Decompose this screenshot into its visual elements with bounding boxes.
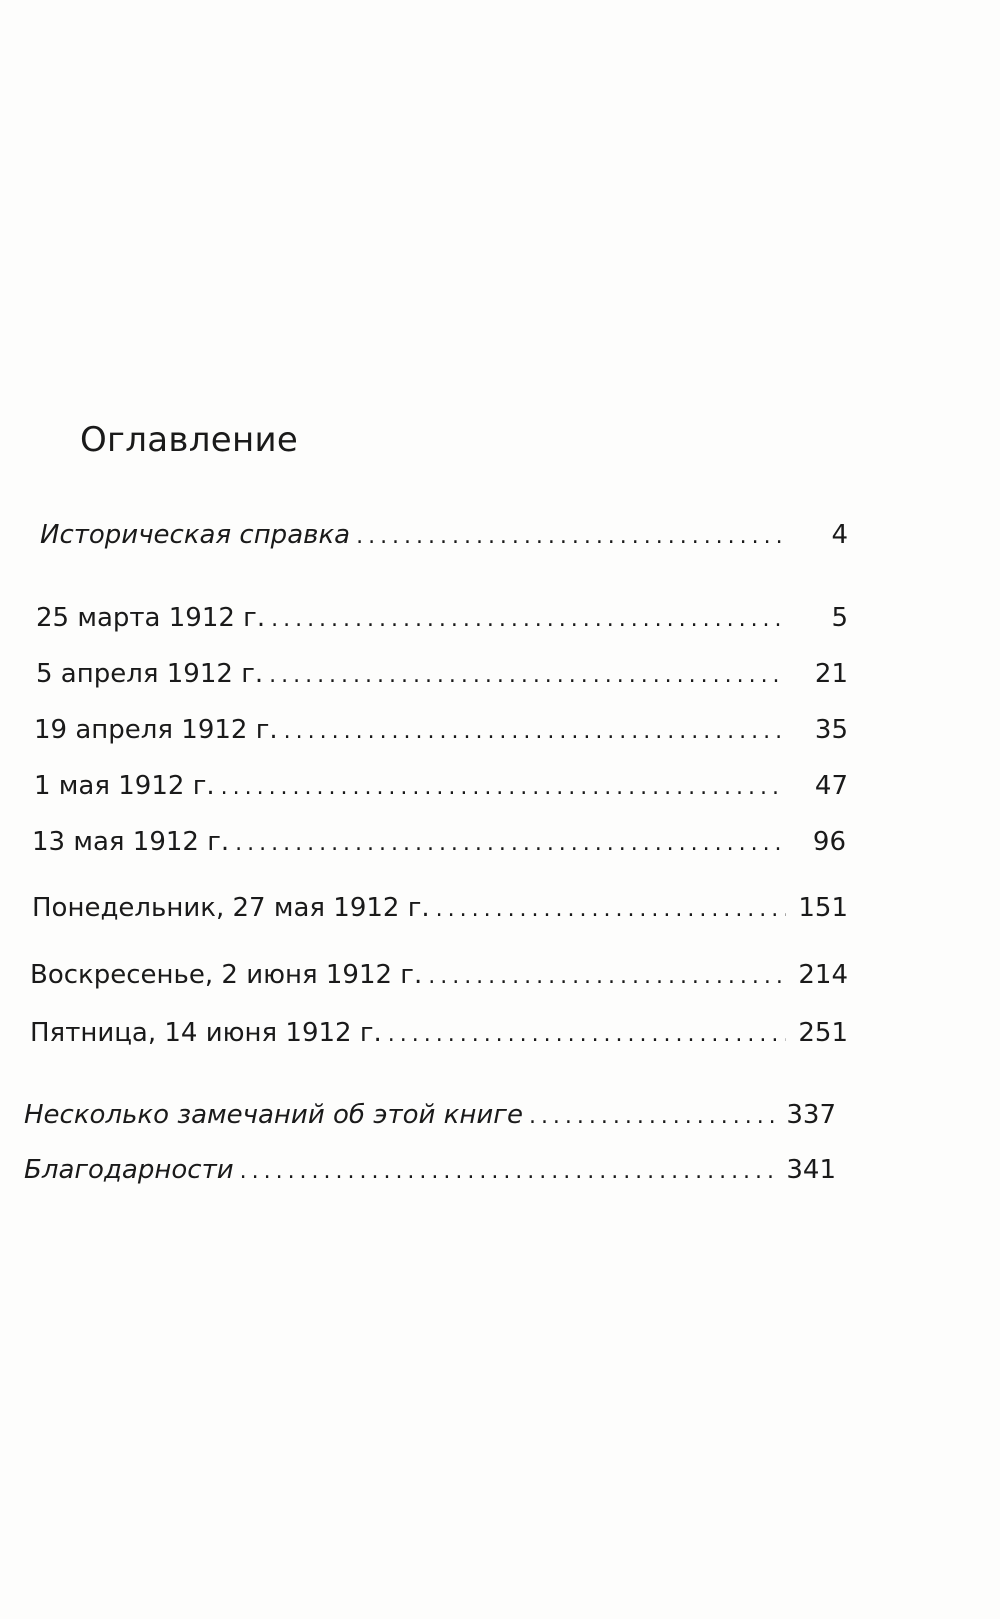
dot-leader — [356, 524, 786, 549]
toc-entry — [24, 1100, 836, 1130]
toc-entry-page: 5 — [831, 603, 848, 633]
toc-entry-label: Несколько замечаний об этой книге — [24, 1100, 523, 1130]
toc-entry — [32, 827, 846, 857]
toc-entry-label: 25 марта 1912 г. — [36, 603, 266, 633]
toc-entry-label: Благодарности — [24, 1155, 234, 1185]
toc-entry — [34, 771, 848, 801]
dot-leader — [271, 607, 786, 632]
toc-entry-page: 96 — [812, 827, 846, 857]
dot-leader — [235, 831, 784, 856]
toc-entry-page: 151 — [798, 893, 848, 923]
toc-entry-label: 19 апреля 1912 г. — [34, 715, 278, 745]
toc-entry-label: Пятница, 14 июня 1912 г. — [30, 1018, 382, 1048]
toc-entry-label: 1 мая 1912 г. — [34, 771, 215, 801]
dot-leader — [269, 663, 786, 688]
toc-entry-label: Воскресенье, 2 июня 1912 г. — [30, 960, 423, 990]
toc-entry-page: 337 — [786, 1100, 836, 1130]
toc-entry-page: 251 — [798, 1018, 848, 1048]
dot-leader — [284, 719, 786, 744]
toc-entry-page: 341 — [786, 1155, 836, 1185]
toc-entry — [36, 659, 848, 689]
toc-entry — [30, 1018, 848, 1048]
toc-entry-page: 47 — [814, 771, 848, 801]
toc-entry-page: 21 — [814, 659, 848, 689]
toc-entry-page: 4 — [831, 520, 848, 550]
toc-entry — [32, 893, 848, 923]
dot-leader — [428, 964, 786, 989]
toc-entry — [40, 520, 848, 550]
dot-leader — [436, 897, 786, 922]
dot-leader — [529, 1104, 774, 1129]
toc-entry — [30, 960, 848, 990]
toc-entry — [34, 715, 848, 745]
toc-entry-page: 35 — [814, 715, 848, 745]
toc-entry-label: 13 мая 1912 г. — [32, 827, 230, 857]
toc-entry — [36, 603, 848, 633]
toc-entry-label: 5 апреля 1912 г. — [36, 659, 264, 689]
dot-leader — [221, 775, 786, 800]
toc-title: Оглавление — [80, 420, 299, 460]
toc-entry-page: 214 — [798, 960, 848, 990]
toc-entry-label: Понедельник, 27 мая 1912 г. — [32, 893, 430, 923]
dot-leader — [388, 1022, 786, 1047]
dot-leader — [240, 1159, 774, 1184]
toc-entry — [24, 1155, 836, 1185]
toc-entry-label: Историческая справка — [40, 520, 351, 550]
